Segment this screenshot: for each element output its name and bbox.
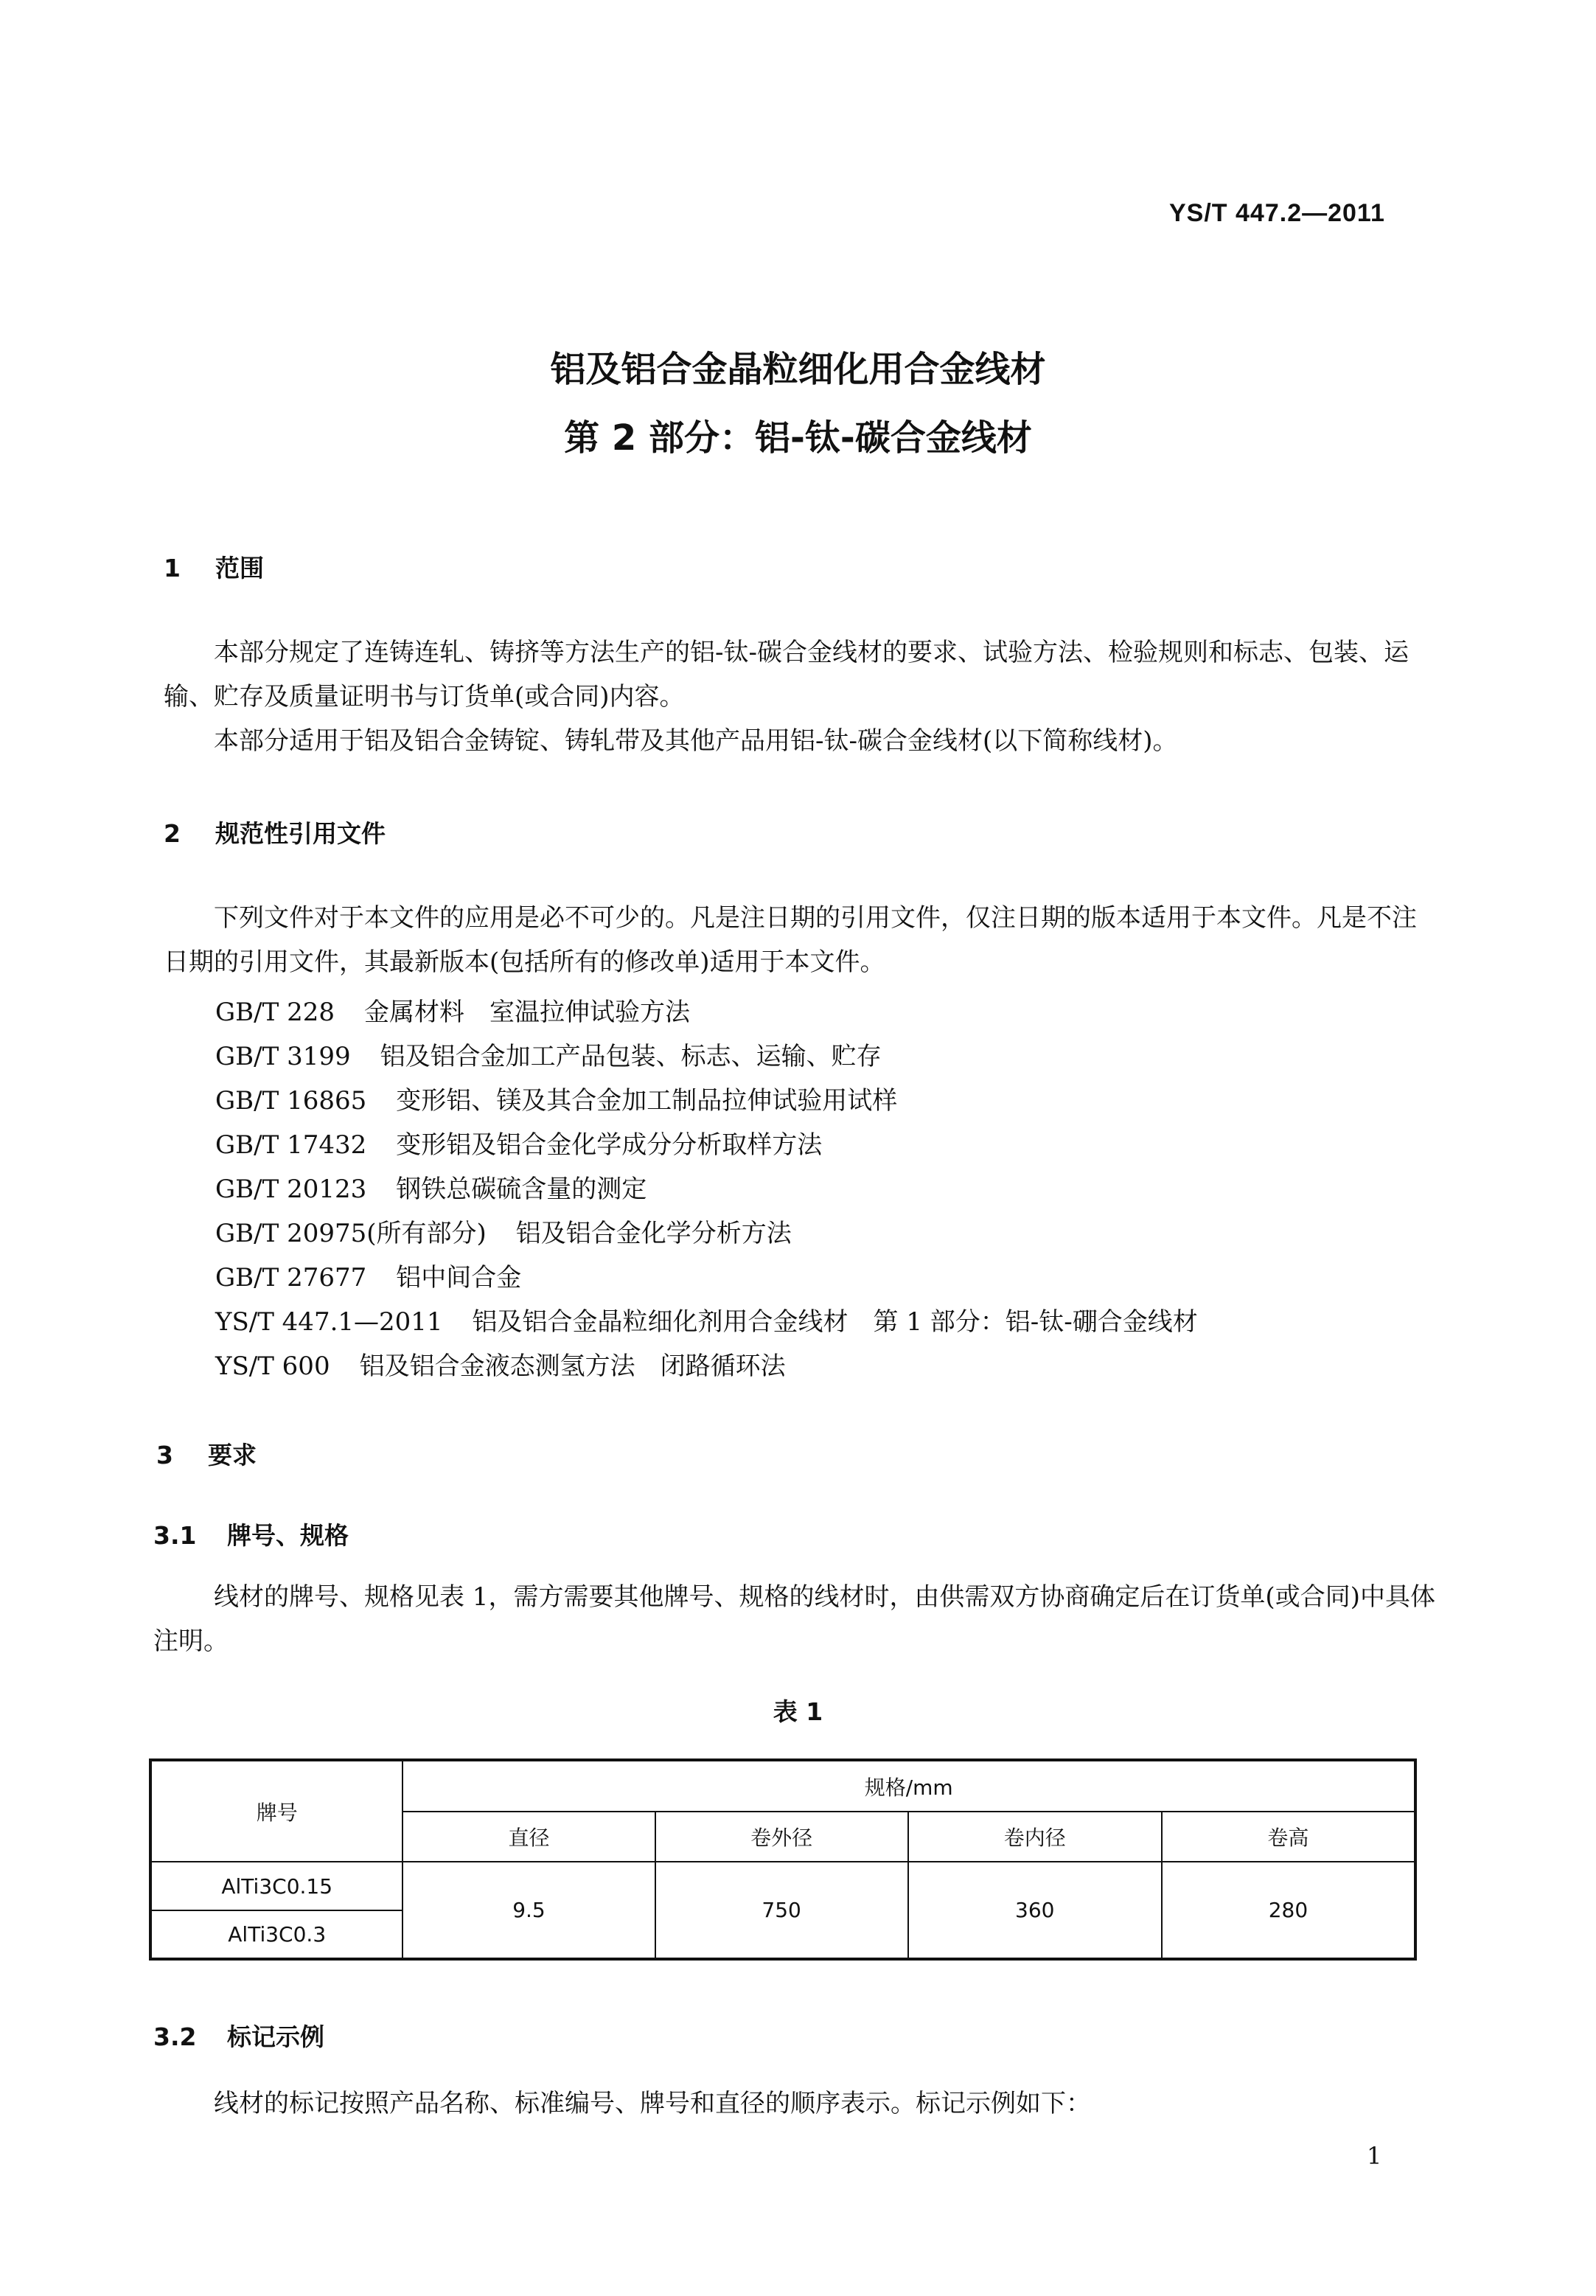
- section-3-heading: [156, 1436, 257, 1471]
- reference-code: GB/T 20123: [215, 1175, 367, 1204]
- reference-item: [215, 1257, 521, 1293]
- reference-title: 铝中间合金: [396, 1263, 522, 1293]
- section-1-heading: [164, 549, 264, 584]
- reference-item: [215, 992, 690, 1028]
- section-number: 1: [164, 554, 181, 582]
- value-diameter: 9.5: [403, 1862, 655, 1959]
- reference-code: YS/T 600: [215, 1351, 330, 1381]
- section-title: 牌号、规格: [227, 1521, 349, 1550]
- reference-item: [215, 1169, 647, 1205]
- value-coil-inner-diameter: 360: [908, 1862, 1162, 1959]
- spec-table: [149, 1758, 1417, 1961]
- section-2-intro: 下列文件对于本文件的应用是必不可少的。凡是注日期的引用文件，仅注日期的版本适用于本文件。凡是不注日期的引用文件，其最新版本(包括所有的修改单)适用于本文件。: [164, 903, 1417, 977]
- reference-title: 变形铝及铝合金化学成分分析取样方法: [396, 1130, 823, 1160]
- value-coil-outer-diameter: 750: [655, 1862, 908, 1959]
- reference-code: GB/T 17432: [215, 1130, 367, 1160]
- table-row: [150, 1862, 1415, 1910]
- section-2-heading: [164, 815, 386, 849]
- reference-code: GB/T 228: [215, 998, 335, 1027]
- reference-item: [215, 1036, 882, 1072]
- section-3-2-heading: [153, 2018, 324, 2053]
- section-number: 3.2: [153, 2022, 197, 2051]
- reference-title: 铝及铝合金液态测氢方法 闭路循环法: [359, 1351, 786, 1381]
- reference-code: GB/T 27677: [215, 1263, 367, 1293]
- section-1-paragraph-1: 本部分规定了连铸连轧、铸挤等方法生产的铝-钛-碳合金线材的要求、试验方法、检验规则和标志、包装、运输、贮存及质量证明书与订货单(或合同)内容。: [164, 638, 1409, 712]
- section-1-paragraph-2: 本部分适用于铝及铝合金铸锭、铸轧带及其他产品用铝-钛-碳合金线材(以下简称线材)。: [214, 726, 1178, 756]
- document-title-line1: 铝及铝合金晶粒细化用合金线材: [550, 349, 1046, 390]
- reference-title: 金属材料 室温拉伸试验方法: [363, 998, 690, 1027]
- reference-title: 变形铝、镁及其合金加工制品拉伸试验用试样: [396, 1086, 898, 1116]
- reference-code: GB/T 16865: [215, 1086, 367, 1116]
- document-title-line2: 第 2 部分：铝-钛-碳合金线材: [564, 417, 1032, 459]
- page-number: 1: [1367, 2142, 1382, 2170]
- header-grade: 牌号: [150, 1760, 403, 1862]
- reference-title: 钢铁总碳硫含量的测定: [396, 1175, 647, 1204]
- reference-code: YS/T 447.1—2011: [215, 1307, 443, 1337]
- section-title: 规范性引用文件: [215, 819, 386, 848]
- section-3-2-paragraph: 线材的标记按照产品名称、标准编号、牌号和直径的顺序表示。标记示例如下：: [214, 2089, 1091, 2118]
- section-number: 3: [156, 1441, 173, 1469]
- reference-title: 铝及铝合金化学分析方法: [515, 1219, 792, 1248]
- table-caption: 表 1: [773, 1697, 823, 1726]
- standard-number: YS/T 447.2—2011: [1169, 199, 1385, 227]
- header-diameter: 直径: [403, 1812, 655, 1862]
- reference-code: GB/T 20975(所有部分): [215, 1219, 487, 1248]
- reference-item: [215, 1080, 897, 1116]
- grade-cell: AlTi3C0.3: [150, 1910, 403, 1959]
- section-title: 范围: [215, 554, 264, 582]
- value-coil-height: 280: [1162, 1862, 1415, 1959]
- reference-item: [215, 1301, 1198, 1337]
- grade-cell: AlTi3C0.15: [150, 1862, 403, 1910]
- reference-item: [215, 1213, 792, 1249]
- section-title: 要求: [208, 1441, 257, 1469]
- header-coil-height: 卷高: [1162, 1812, 1415, 1862]
- reference-title: 铝及铝合金晶粒细化剂用合金线材 第 1 部分：铝-钛-硼合金线材: [472, 1307, 1198, 1337]
- header-coil-outer-diameter: 卷外径: [655, 1812, 908, 1862]
- header-coil-inner-diameter: 卷内径: [908, 1812, 1162, 1862]
- reference-title: 铝及铝合金加工产品包装、标志、运输、贮存: [380, 1042, 882, 1071]
- section-number: 2: [164, 819, 181, 848]
- header-spec: 规格/mm: [403, 1760, 1415, 1812]
- section-title: 标记示例: [227, 2022, 324, 2051]
- reference-item: [215, 1346, 786, 1382]
- section-number: 3.1: [153, 1521, 197, 1550]
- section-3-1-heading: [153, 1517, 349, 1551]
- reference-item: [215, 1124, 822, 1161]
- section-3-1-paragraph: 线材的牌号、规格见表 1，需方需要其他牌号、规格的线材时，由供需双方协商确定后在订货单(或合同)中具体注明。: [153, 1582, 1435, 1656]
- reference-code: GB/T 3199: [215, 1042, 351, 1071]
